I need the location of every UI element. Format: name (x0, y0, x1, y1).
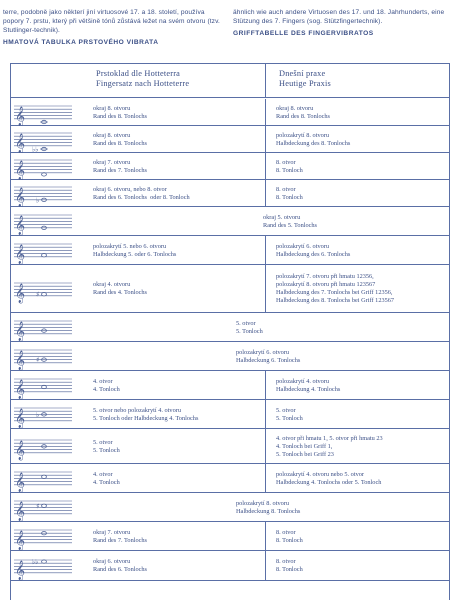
accidental-icon: ♭ (36, 196, 40, 205)
cell-line: polozakrytí 8. otvoru při hmatu 123567 (276, 281, 376, 288)
header-modern-practice (279, 69, 331, 89)
header-modern-cz: Dnešní praxe (279, 69, 326, 78)
staff-cell (14, 522, 76, 551)
note-head-icon (42, 504, 47, 507)
intro-left-text: terre, podobně jako některí jiní virtuosové 17. a 18. století, používa popory 7. prstu, který při většině tónů zůstává ležet na svém otvoru (tzv. Stutlinger-technik). (3, 9, 220, 34)
table-row (11, 522, 449, 551)
note-head-icon (42, 475, 47, 478)
staff-cell (14, 207, 76, 236)
header-modern-de: Heutige Praxis (279, 79, 331, 88)
fingering-hotteterre (93, 159, 147, 175)
accidental-icon: ♯ (36, 290, 40, 299)
cell-line: okraj 8. otvoru (276, 105, 314, 112)
note-head-icon (42, 293, 47, 296)
cell-line: Rand des 6. Tonlochs oder 8. Tonloch (93, 194, 190, 201)
cell-line: 4. Tonloch (93, 386, 120, 393)
accidental-icon: ♯ (36, 356, 40, 365)
table-row (11, 207, 449, 236)
treble-clef-icon: 𝄞 (15, 283, 26, 304)
treble-clef-icon: 𝄞 (15, 215, 26, 236)
staff-cell (14, 400, 76, 429)
staff-cell (14, 429, 76, 464)
cell-line: 8. otvor (276, 186, 296, 193)
column-divider (265, 236, 266, 264)
cell-line: Halbdeckung 4. Tonlochs (276, 386, 341, 393)
treble-clef-icon: 𝄞 (15, 321, 26, 342)
staff-cell (14, 464, 76, 493)
cell-line: okraj 7. otvoru (93, 529, 131, 536)
staff-cell (14, 236, 76, 265)
intro-right-heading: GRIFFTABELLE DES FINGERVIBRATOS (233, 30, 374, 37)
column-divider (265, 400, 266, 428)
cell-line: Rand des 5. Tonlochs (263, 222, 318, 229)
cell-line: Rand des 6. Tonlochs (93, 566, 148, 573)
cell-line: okraj 8. otvoru (93, 105, 131, 112)
cell-line: 4. otvor (93, 471, 113, 478)
cell-line: okraj 6. otvoru, nebo 8. otvor (93, 186, 167, 193)
cell-line: polozakrytí 6. otvoru (276, 243, 329, 250)
fingering-shared (236, 320, 263, 336)
fingering-hotteterre (93, 558, 147, 574)
cell-line: Halbdeckung 4. Tonlochs oder 5. Tonloch (276, 479, 382, 486)
treble-clef-icon: 𝄞 (15, 560, 26, 581)
cell-line: 5. otvor nebo polozakrytí 4. otvoru (93, 407, 181, 414)
cell-line: Halbdeckung des 8. Tonlochs bei Griff 123567 (276, 297, 395, 304)
cell-line: Rand des 8. Tonlochs (93, 140, 148, 147)
fingering-shared (236, 349, 300, 365)
cell-line: polozakrytí 8. otvoru (236, 500, 289, 507)
cell-line: 8. otvor (276, 159, 296, 166)
cell-line: 4. otvor (93, 378, 113, 385)
fingering-hotteterre (93, 378, 120, 394)
staff-cell (14, 180, 76, 207)
staff-cell (14, 153, 76, 180)
cell-line: Halbdeckung des 6. Tonlochs (276, 251, 351, 258)
note-head-icon (42, 254, 47, 257)
column-divider (265, 522, 266, 550)
staff-cell (14, 371, 76, 400)
cell-line: 4. Tonloch (93, 479, 120, 486)
treble-clef-icon: 𝄞 (15, 408, 26, 429)
staff-icon (14, 464, 74, 493)
cell-line: polozakrytí 7. otvoru při hmatu 12356, (276, 273, 374, 280)
staff-cell (14, 126, 76, 153)
column-divider (265, 551, 266, 580)
cell-line: okraj 5. otvoru (263, 214, 301, 221)
table-row (11, 493, 449, 522)
staff-icon (14, 342, 74, 371)
fingering-modern (276, 435, 383, 459)
fingering-hotteterre (93, 132, 147, 148)
fingering-modern (276, 471, 381, 487)
cell-line: polozakrytí 4. otvoru nebo 5. otvor (276, 471, 364, 478)
cell-line: 8. otvor (276, 529, 296, 536)
cell-line: 4. otvor při hmatu 1, 5. otvor při hmatu 23 (276, 435, 383, 442)
column-divider (265, 64, 266, 97)
treble-clef-icon: 𝄞 (15, 133, 26, 153)
cell-line: okraj 7. otvoru (93, 159, 131, 166)
fingering-modern (276, 132, 350, 148)
treble-clef-icon: 𝄞 (15, 472, 26, 493)
staff-cell (14, 265, 76, 313)
fingering-hotteterre (93, 243, 176, 259)
table-row (11, 400, 449, 429)
cell-line: 5. Tonloch (93, 447, 120, 454)
staff-icon (14, 236, 74, 265)
fingering-modern (276, 243, 350, 259)
staff-icon (14, 429, 74, 464)
fingering-modern (276, 407, 303, 423)
fingering-shared (236, 500, 300, 516)
accidental-icon: ♯ (36, 502, 40, 511)
staff-icon (14, 180, 74, 207)
cell-line: Rand des 8. Tonlochs (93, 113, 148, 120)
table-row (11, 429, 449, 464)
column-divider (265, 265, 266, 312)
cell-line: 8. otvor (276, 558, 296, 565)
cell-line: Halbdeckung 5. oder 6. Tonlochs (93, 251, 177, 258)
table-row (11, 551, 449, 581)
table-header (11, 64, 449, 98)
cell-line: Halbdeckung des 7. Tonlochs bei Griff 12356, (276, 289, 393, 296)
staff-icon (14, 153, 74, 180)
fingering-modern (276, 105, 330, 121)
cell-line: Halbdeckung des 8. Tonlochs (276, 140, 351, 147)
cell-line: 8. Tonloch (276, 566, 303, 573)
fingering-hotteterre (93, 407, 198, 423)
treble-clef-icon: 𝄞 (15, 379, 26, 400)
fingering-modern (276, 186, 303, 202)
column-divider (265, 126, 266, 152)
column-divider (265, 464, 266, 492)
intro-left-heading: HMATOVÁ TABULKA PRSTOVÉHO VIBRATA (3, 39, 159, 46)
staff-icon (14, 400, 74, 429)
fingering-modern (276, 378, 340, 394)
treble-clef-icon: 𝄞 (15, 160, 26, 180)
table-row (11, 236, 449, 265)
cell-line: polozakrytí 5. nebo 6. otvoru (93, 243, 167, 250)
intro-right-column (233, 8, 448, 38)
cell-line: 4. Tonloch bei Griff 1, (276, 443, 333, 450)
fingering-modern (276, 273, 394, 305)
cell-line: 8. Tonloch (276, 194, 303, 201)
cell-line: okraj 8. otvoru (93, 132, 131, 139)
table-row (11, 99, 449, 126)
table-row (11, 313, 449, 342)
table-body (11, 99, 449, 581)
staff-icon (14, 371, 74, 400)
cell-line: okraj 4. otvoru (93, 281, 131, 288)
accidental-icon: ♭ (36, 410, 40, 419)
cell-line: 5. otvor (276, 407, 296, 414)
treble-clef-icon: 𝄞 (15, 187, 26, 207)
table-row (11, 371, 449, 400)
column-divider (265, 429, 266, 463)
accidental-icon: ♭♭ (32, 145, 39, 153)
staff-icon (14, 551, 74, 581)
staff-icon (14, 99, 74, 126)
staff-cell (14, 342, 76, 371)
column-divider (265, 371, 266, 399)
column-divider (265, 180, 266, 206)
cell-line: Halbdeckung 8. Tonlochs (236, 508, 301, 515)
column-divider (265, 153, 266, 179)
cell-line: polozakrytí 4. otvoru (276, 378, 329, 385)
cell-line: 5. otvor (93, 439, 113, 446)
fingering-hotteterre (93, 439, 120, 455)
header-hotteterre (96, 69, 189, 89)
staff-icon (14, 493, 74, 522)
treble-clef-icon: 𝄞 (15, 244, 26, 265)
cell-line: polozakrytí 8. otvoru (276, 132, 329, 139)
table-row (11, 180, 449, 207)
treble-clef-icon: 𝄞 (15, 106, 26, 126)
treble-clef-icon: 𝄞 (15, 530, 26, 551)
table-row (11, 464, 449, 493)
cell-line: Rand des 8. Tonlochs (276, 113, 331, 120)
fingering-hotteterre (93, 471, 120, 487)
cell-line: Rand des 7. Tonlochs (93, 167, 148, 174)
fingering-hotteterre (93, 529, 147, 545)
cell-line: Halbdeckung 6. Tonlochs (236, 357, 301, 364)
staff-cell (14, 313, 76, 342)
cell-line: polozakrytí 6. otvoru (236, 349, 289, 356)
staff-cell (14, 493, 76, 522)
cell-line: Rand des 7. Tonlochs (93, 537, 148, 544)
table-row (11, 153, 449, 180)
staff-icon (14, 265, 74, 313)
staff-icon (14, 313, 74, 342)
accidental-icon: ♭♭ (32, 558, 39, 567)
staff-icon (14, 207, 74, 236)
header-hotteterre-de: Fingersatz nach Hotteterre (96, 79, 190, 88)
cell-line: 5. Tonloch (236, 328, 263, 335)
fingering-table (10, 63, 450, 600)
note-head-icon (42, 385, 47, 388)
intro-left-column (3, 8, 225, 47)
fingering-modern (276, 558, 303, 574)
fingering-shared (263, 214, 317, 230)
column-divider (265, 99, 266, 125)
staff-cell (14, 99, 76, 126)
intro-right-text: ähnlich wie auch andere Virtuosen des 17. und 18. Jahrhunderts, eine Stützung des 7. Fingers (sog. Stützfingertechnik). (233, 9, 445, 25)
treble-clef-icon: 𝄞 (15, 440, 26, 461)
cell-line: Rand des 4. Tonlochs (93, 289, 148, 296)
cell-line: 5. Tonloch bei Griff 23 (276, 451, 334, 458)
treble-clef-icon: 𝄞 (15, 350, 26, 371)
cell-line: 5. Tonloch (276, 415, 303, 422)
staff-icon (14, 126, 74, 153)
fingering-hotteterre (93, 105, 147, 121)
staff-cell (14, 551, 76, 581)
treble-clef-icon: 𝄞 (15, 501, 26, 522)
note-head-icon (42, 173, 47, 176)
fingering-hotteterre (93, 186, 190, 202)
cell-line: 5. otvor (236, 320, 256, 327)
fingering-modern (276, 529, 303, 545)
table-row (11, 342, 449, 371)
note-head-icon (42, 560, 47, 563)
cell-line: okraj 6. otvoru (93, 558, 131, 565)
header-hotteterre-cz: Prstoklad dle Hotteterra (96, 69, 181, 78)
table-row (11, 265, 449, 313)
table-row (11, 126, 449, 153)
fingering-hotteterre (93, 281, 147, 297)
cell-line: 8. Tonloch (276, 167, 303, 174)
cell-line: 5. Tonloch oder Halbdeckung 4. Tonlochs (93, 415, 199, 422)
fingering-modern (276, 159, 303, 175)
cell-line: 8. Tonloch (276, 537, 303, 544)
staff-icon (14, 522, 74, 551)
